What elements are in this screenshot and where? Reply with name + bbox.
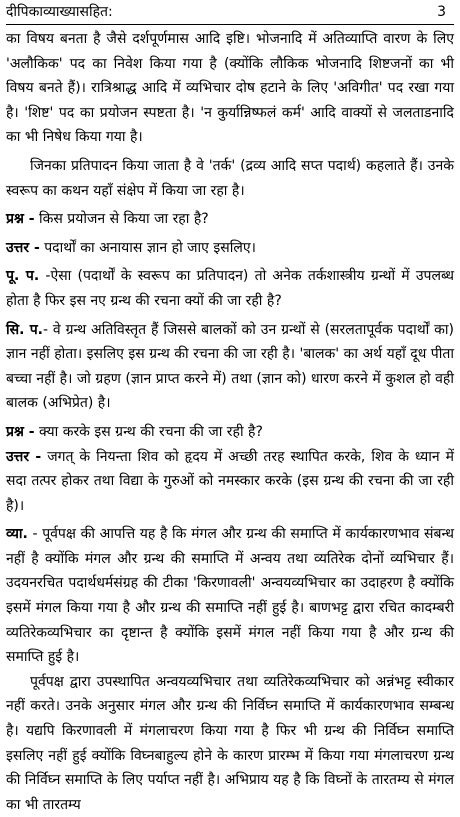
- paragraph-text: पदार्थों का अनायास ज्ञान हो जाए इसलिए।: [39, 239, 256, 256]
- paragraph-text: - पूर्वपक्ष की आपत्ति यह है कि मंगल और ग्रन्थ की समाप्ति में कार्यकारणभाव संबन्ध नहीं है क्योंकि मंगल और ग्रन्थ की समाप्ति में अन्वय तथा व्यतिरेक दोनों व्यभिचार हैं। उदयनरचित पदार्थधर्मसंग्रह की टीका 'किरणावली' अन्वयव्यभिचार का उदाहरण है क्योंकि इसमें मंगल किया गया है और ग्रन्थ की समाप्ति नहीं हुई है। बाणभट्ट द्वारा रचित कादम्बरी व्यतिरेकव्यभिचार का दृष्टान्त है क्योंकि इसमें मंगल नहीं किया गया है और ग्रन्थ की समाप्ति हुई है।: [6, 526, 454, 666]
- paragraph-answer-2: [6, 445, 454, 519]
- running-title: दीपिकाव्याख्यासहित:: [6, 4, 113, 20]
- paragraph-question-2: [6, 420, 454, 445]
- paragraph-tag: उत्तर -: [6, 239, 40, 256]
- paragraph-tag: प्रश्न -: [6, 211, 35, 228]
- paragraph-vyakhya: [6, 522, 454, 670]
- header-rule: [6, 24, 454, 25]
- paragraph-tarka: [6, 154, 454, 203]
- paragraph-text: जिनका प्रतिपादन किया जाता है वे 'तर्क' (द्रव्य आदि सप्त पदार्थ) कहलाते हैं। उनके स्वरूप का कथन यहाँ संक्षेप में किया जा रहा है।: [6, 157, 454, 199]
- paragraph-tag: सि. प.: [6, 321, 43, 338]
- paragraph-text: जगत् के नियन्ता शिव को हृदय में अच्छी तरह स्थापित करके, शिव के ध्यान में सदा तत्पर होकर तथा विद्या के गुरुओं को नमस्कार करके (इस ग्रन्थ की रचना की जा रही है)।: [6, 448, 454, 514]
- paragraph-tag: उत्तर -: [6, 448, 42, 465]
- paragraph-conclusion: [6, 670, 454, 817]
- page-body: [6, 27, 454, 817]
- paragraph-continuation: [6, 27, 454, 150]
- paragraph-text: - वे ग्रन्थ अतिविस्तृत हैं जिससे बालकों को उन ग्रन्थों से (सरलतापूर्वक पदार्थों का) ज्ञान नहीं होता। इसलिए इस ग्रन्थ की रचना की जा रही है। 'बालक' का अर्थ यहाँ दूध पीता बच्चा नहीं है। जो ग्रहण (ज्ञान प्राप्त करने में) तथा (ज्ञान को) धारण करने में कुशल हो वही बालक (अभिप्रेत) है।: [6, 321, 454, 412]
- paragraph-text: का विषय बनता है जैसे दर्शपूर्णमास आदि इष्टि। भोजनादि में अतिव्याप्ति वारण के लिए 'अलौकिक' पद का निवेश किया गया है (क्योंकि लौकिक भोजनादि शिष्टजनों का भी विषय बनते हैं)। रात्रिश्राद्ध आदि में व्यभिचार दोष हटाने के लिए 'अविगीत' पद रखा गया है। 'शिष्ट' पद का प्रयोजन स्पष्टता है। 'न कुर्यान्निष्फलं कर्म' आदि वाक्यों से जलताडनादि का भी निषेध किया गया है।: [6, 31, 454, 146]
- paragraph-text: -ऐसा (पदार्थों के स्वरूप का प्रतिपादन) तो अनेक तर्कशास्त्रीय ग्रन्थों में उपलब्ध होता है फिर इस नए ग्रन्थ की रचना क्यों की जा रही है?: [6, 268, 454, 309]
- paragraph-purvapaksha: [6, 264, 454, 313]
- paragraph-tag: पू. प.: [6, 268, 40, 285]
- paragraph-text: किस प्रयोजन से किया जा रहा है?: [34, 211, 209, 228]
- running-header: [6, 0, 454, 24]
- paragraph-tag: प्रश्न -: [6, 423, 35, 440]
- paragraph-text: क्या करके इस ग्रन्थ की रचना की जा रही है?: [34, 423, 263, 440]
- paragraph-answer-1: [6, 236, 454, 261]
- page-number: 3: [437, 4, 446, 20]
- paragraph-siddhanta: [6, 318, 454, 416]
- paragraph-question-1: [6, 207, 454, 232]
- paragraph-text: पूर्वपक्ष द्वारा उपस्थापित अन्वयव्यभिचार तथा व्यतिरेकव्यभिचार को अन्नंभट्ट स्वीकार नहीं करते। उनके अनुसार मंगल और ग्रन्थ की निर्विघ्न समाप्ति में कार्यकारणभाव सम्बन्ध है। यद्यपि किरणावली में मंगलाचरण किया गया है फिर भी ग्रन्थ की निर्विघ्न समाप्ति इसलिए नहीं हुई क्योंकि विघ्नबाहुल्य होने के कारण प्रारम्भ में किया गया मंगलाचरण ग्रन्थ की निर्विघ्न समाप्ति के लिए पर्याप्त नहीं है। अभिप्राय यह है कि विघ्नों के तारतम्य से मंगल का भी तारतम्य: [6, 673, 454, 813]
- paragraph-tag: व्या.: [6, 526, 28, 543]
